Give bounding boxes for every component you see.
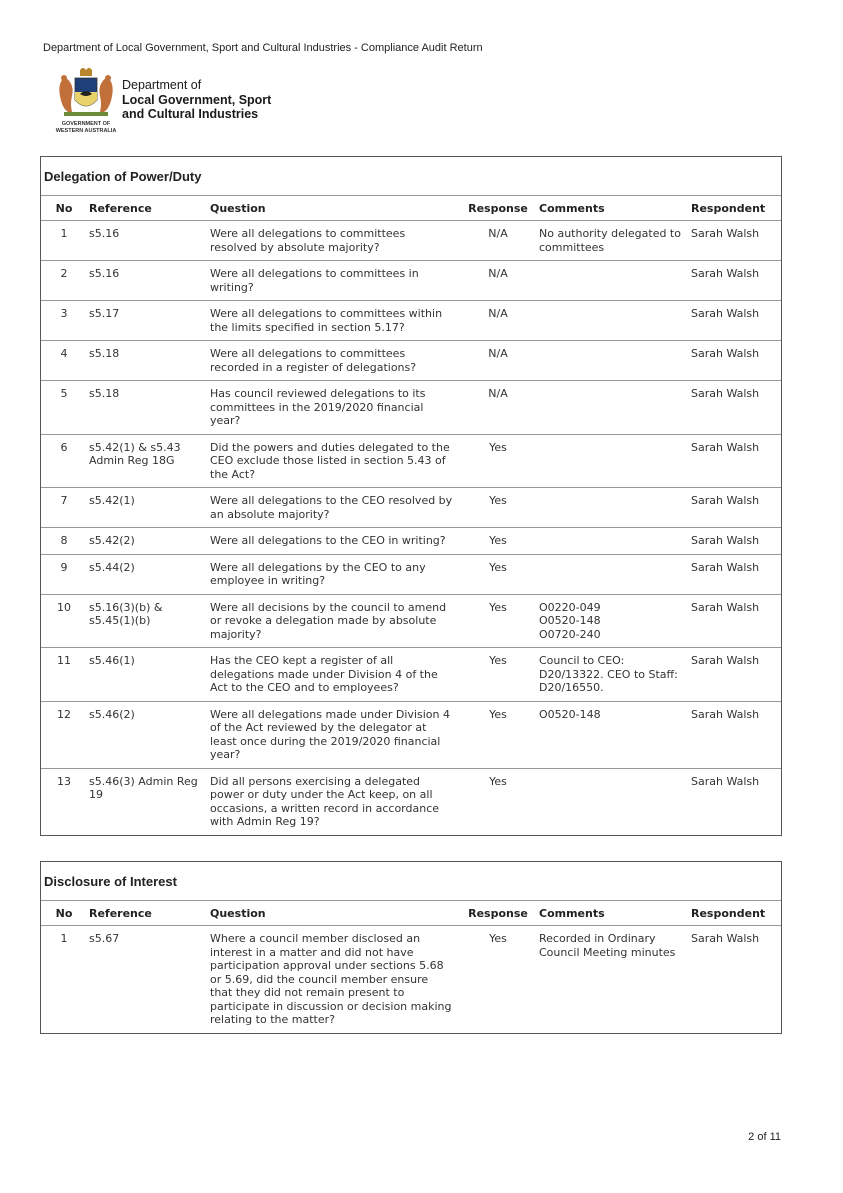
crest-caption-line: WESTERN AUSTRALIA — [55, 127, 117, 134]
table-row — [41, 221, 781, 261]
cell-comments — [537, 434, 689, 488]
table-row — [41, 528, 781, 555]
section-disclosure-of-interest — [40, 861, 782, 1034]
cell-no: 5 — [41, 381, 87, 435]
department-logo — [50, 68, 310, 138]
cell-comments — [537, 221, 689, 261]
cell-response: Yes — [459, 594, 537, 648]
cell-response: Yes — [489, 932, 507, 945]
cell-no: 12 — [41, 701, 87, 768]
cell-reference: s5.42(2) — [87, 528, 210, 555]
section-delegation-of-power — [40, 156, 782, 836]
col-header-question: Question — [210, 196, 459, 221]
cell-respondent: Sarah Walsh — [689, 434, 781, 488]
cell-response: Yes — [459, 648, 537, 702]
col-header-response: Response — [459, 901, 537, 926]
cell-question: Were all delegations by the CEO to any employee in writing? — [210, 554, 459, 594]
cell-respondent: Sarah Walsh — [691, 932, 760, 945]
cell-response: N/A — [459, 341, 537, 381]
page-number: 2 of 11 — [748, 1131, 781, 1143]
table-row — [41, 594, 781, 648]
section-title: Disclosure of Interest — [41, 862, 781, 901]
cell-question: Has council reviewed delegations to its committees in the 2019/2020 financial year? — [210, 381, 459, 435]
page-header: Department of Local Government, Sport and Cultural Industries - Compliance Audit Return — [43, 42, 483, 54]
cell-reference: s5.42(1) & s5.43 Admin Reg 18G — [87, 434, 210, 488]
comment-line: O0220-049 — [539, 600, 601, 614]
table-header-row — [41, 196, 781, 221]
cell-respondent: Sarah Walsh — [689, 261, 781, 301]
table-row — [41, 488, 781, 528]
col-header-respondent: Respondent — [689, 196, 781, 221]
comment-line: Recorded in Ordinary Council Meeting minutes — [539, 932, 676, 959]
cell-comments — [537, 528, 689, 555]
cell-no: 3 — [41, 301, 87, 341]
cell-reference: s5.16 — [87, 221, 210, 261]
cell-comments — [537, 648, 689, 702]
cell-question: Were all delegations to the CEO in writing? — [210, 528, 459, 555]
cell-respondent: Sarah Walsh — [689, 488, 781, 528]
cell-question: Were all delegations to committees in writing? — [210, 261, 459, 301]
cell-question: Were all delegations to committees within the limits specified in section 5.17? — [210, 301, 459, 341]
col-header-no: No — [41, 196, 87, 221]
col-header-comments: Comments — [537, 196, 689, 221]
col-header-response: Response — [459, 196, 537, 221]
cell-respondent: Sarah Walsh — [689, 528, 781, 555]
table-row — [41, 648, 781, 702]
cell-reference: s5.67 — [89, 932, 120, 945]
cell-comments — [537, 594, 689, 648]
cell-no: 2 — [41, 261, 87, 301]
crest-caption-line: GOVERNMENT OF — [61, 121, 111, 127]
table-row — [41, 381, 781, 435]
cell-response: Yes — [459, 554, 537, 594]
cell-respondent: Sarah Walsh — [689, 341, 781, 381]
cell-question: Were all decisions by the council to amend or revoke a delegation made by absolute majority? — [210, 594, 459, 648]
cell-respondent: Sarah Walsh — [689, 648, 781, 702]
table-row — [41, 554, 781, 594]
cell-no: 11 — [41, 648, 87, 702]
cell-response: Yes — [459, 701, 537, 768]
cell-comments — [537, 768, 689, 835]
cell-respondent: Sarah Walsh — [689, 221, 781, 261]
department-name-line: Department of — [122, 78, 202, 92]
cell-respondent: Sarah Walsh — [689, 554, 781, 594]
cell-no: 6 — [41, 434, 87, 488]
col-header-respondent: Respondent — [689, 901, 781, 926]
comment-line: Council to CEO: D20/13322. CEO to Staff: D20/16550. — [539, 654, 678, 694]
cell-no: 8 — [41, 528, 87, 555]
audit-table — [41, 196, 781, 835]
cell-no: 9 — [41, 554, 87, 594]
cell-reference: s5.17 — [87, 301, 210, 341]
cell-comments — [537, 488, 689, 528]
comment-line: No authority delegated to committees — [539, 227, 681, 254]
cell-question: Has the CEO kept a register of all delegations made under Division 4 of the Act to the CEO and to employees? — [210, 648, 459, 702]
cell-respondent: Sarah Walsh — [689, 701, 781, 768]
comment-line: O0520-148 — [539, 707, 601, 721]
table-row — [41, 341, 781, 381]
cell-response: N/A — [459, 301, 537, 341]
cell-respondent: Sarah Walsh — [689, 381, 781, 435]
cell-response: Yes — [489, 774, 507, 788]
cell-no: 1 — [41, 221, 87, 261]
cell-question: Were all delegations to the CEO resolved by an absolute majority? — [210, 488, 459, 528]
cell-reference: s5.42(1) — [87, 488, 210, 528]
cell-no: 13 — [57, 774, 71, 788]
wa-crest-icon — [50, 68, 122, 126]
cell-question: Where a council member disclosed an interest in a matter and did not have participation approval under sections 5.68 or 5.69, did the council member ensure that they did not remain present to participate in discussion or decision making relating to the matter? — [210, 932, 452, 1026]
cell-question: Did all persons exercising a delegated power or duty under the Act keep, on all occasions, a written record in accordance with Admin Reg 19? — [210, 774, 440, 828]
table-row — [41, 261, 781, 301]
cell-comments — [537, 261, 689, 301]
section-title: Delegation of Power/Duty — [41, 157, 781, 196]
cell-question: Did the powers and duties delegated to the CEO exclude those listed in section 5.43 of the Act? — [210, 434, 459, 488]
cell-question: Were all delegations to committees recorded in a register of delegations? — [210, 341, 459, 381]
cell-no: 1 — [60, 932, 68, 945]
cell-response: N/A — [459, 221, 537, 261]
cell-reference: s5.44(2) — [87, 554, 210, 594]
cell-respondent: Sarah Walsh — [691, 774, 760, 788]
cell-no: 7 — [41, 488, 87, 528]
cell-comments — [537, 554, 689, 594]
cell-response: N/A — [459, 381, 537, 435]
comment-line: O0720-240 — [539, 627, 601, 641]
department-name-line: Local Government, Sport — [122, 92, 272, 107]
department-name — [122, 78, 271, 122]
audit-table — [41, 901, 781, 1033]
col-header-comments: Comments — [537, 901, 689, 926]
table-row — [41, 768, 781, 835]
col-header-question: Question — [210, 901, 459, 926]
table-row — [41, 434, 781, 488]
crest-caption — [50, 121, 122, 134]
cell-question: Were all delegations made under Division 4 of the Act reviewed by the delegator at least once during the 2019/2020 financial year? — [210, 701, 459, 768]
cell-reference: s5.18 — [87, 381, 210, 435]
col-header-reference: Reference — [87, 901, 210, 926]
cell-reference: s5.46(2) — [87, 701, 210, 768]
cell-no: 10 — [41, 594, 87, 648]
cell-response: Yes — [459, 434, 537, 488]
col-header-no: No — [41, 901, 87, 926]
cell-respondent: Sarah Walsh — [689, 594, 781, 648]
table-header-row — [41, 901, 781, 926]
comment-line: O0520-148 — [539, 614, 601, 627]
cell-comments — [537, 926, 689, 1033]
table-row — [41, 301, 781, 341]
cell-question: Were all delegations to committees resolved by absolute majority? — [210, 221, 459, 261]
cell-response: Yes — [459, 488, 537, 528]
cell-response: N/A — [459, 261, 537, 301]
cell-comments — [537, 301, 689, 341]
cell-comments — [537, 381, 689, 435]
cell-response: Yes — [459, 528, 537, 555]
table-row — [41, 926, 781, 1033]
col-header-reference: Reference — [87, 196, 210, 221]
cell-reference: s5.16 — [87, 261, 210, 301]
cell-reference: s5.46(1) — [87, 648, 210, 702]
cell-reference: s5.46(3) Admin Reg 19 — [89, 774, 198, 801]
cell-no: 4 — [41, 341, 87, 381]
cell-comments — [537, 341, 689, 381]
cell-respondent: Sarah Walsh — [689, 301, 781, 341]
cell-reference: s5.16(3)(b) & s5.45(1)(b) — [87, 594, 210, 648]
department-name-line: and Cultural Industries — [122, 107, 259, 121]
table-row — [41, 701, 781, 768]
cell-comments — [537, 701, 689, 768]
cell-reference: s5.18 — [87, 341, 210, 381]
